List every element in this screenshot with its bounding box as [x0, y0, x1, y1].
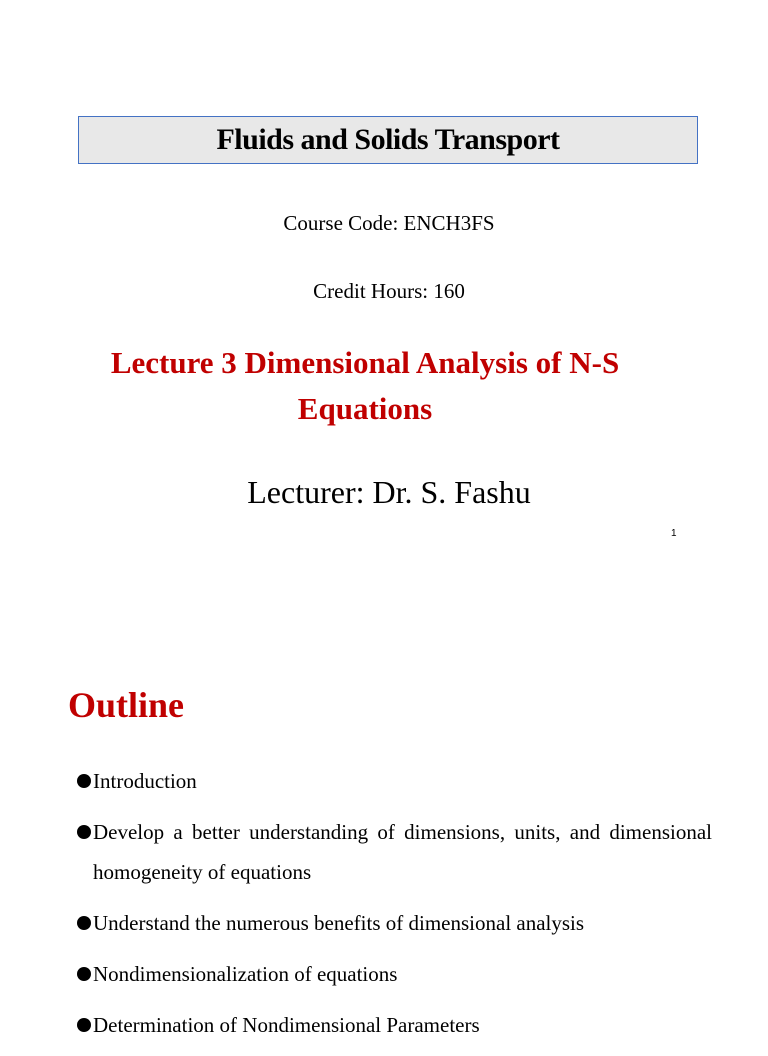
bullet-icon — [77, 825, 91, 839]
course-title: Fluids and Solids Transport — [216, 123, 560, 156]
outline-item-text: Understand the numerous benefits of dimensional analysis — [93, 911, 585, 935]
outline-item-text: Determination of Nondimensional Parameters — [93, 1013, 480, 1037]
outline-item-nondimensionalization — [76, 954, 712, 994]
outline-item-text: Introduction — [93, 769, 197, 793]
bullet-icon — [77, 916, 91, 930]
outline-heading: Outline — [68, 685, 185, 725]
lecturer-name: Lecturer: Dr. S. Fashu — [247, 474, 531, 510]
outline-item-dimensions — [76, 812, 712, 892]
title-box — [78, 116, 698, 164]
outline-item-introduction — [76, 761, 712, 801]
outline-item-text: Nondimensionalization of equations — [93, 962, 398, 986]
outline-item-parameters — [76, 1005, 712, 1045]
bullet-icon — [77, 1018, 91, 1032]
outline-item-text: Develop a better understanding of dimensions, units, and dimensional homogeneity of equations — [93, 820, 712, 884]
lecture-title: Lecture 3 Dimensional Analysis of N-S Equations — [110, 345, 620, 426]
outline-list — [76, 761, 712, 1056]
credit-hours: Credit Hours: 160 — [313, 279, 465, 303]
bullet-icon — [77, 774, 91, 788]
bullet-icon — [77, 967, 91, 981]
page-number: 1 — [671, 528, 677, 539]
outline-item-benefits — [76, 903, 712, 943]
course-code: Course Code: ENCH3FS — [283, 211, 495, 235]
